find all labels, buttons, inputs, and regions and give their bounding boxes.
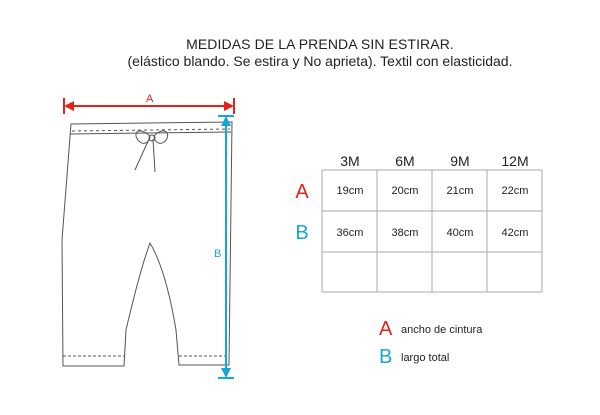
column-header-3m: 3M (340, 153, 360, 169)
table-cell: 40cm (446, 227, 474, 239)
table-cell: 22cm (501, 185, 529, 197)
table-cell: 21cm (446, 185, 474, 197)
legend-text-a: ancho de cintura (401, 324, 483, 336)
table-cell: 42cm (501, 227, 529, 239)
page-subtitle: (elástico blando. Se estira y No aprieta). Textil con elasticidad. (127, 53, 513, 69)
measure-b-label: B (214, 248, 222, 260)
table-cell: 36cm (336, 227, 364, 239)
table-cell: 19cm (336, 185, 364, 197)
measure-a-label: A (146, 93, 154, 105)
table-cell: 20cm (391, 185, 419, 197)
legend-letter-a: A (379, 318, 393, 340)
column-header-9m: 9M (450, 153, 470, 169)
column-header-6m: 6M (395, 153, 415, 169)
row-label-a: A (295, 181, 309, 203)
table-cell: 38cm (391, 227, 419, 239)
page-title: MEDIDAS DE LA PRENDA SIN ESTIRAR. (186, 36, 454, 52)
legend-letter-b: B (379, 346, 393, 368)
column-header-12m: 12M (501, 153, 529, 169)
row-label-b: B (295, 222, 309, 244)
legend-text-b: largo total (401, 352, 450, 364)
